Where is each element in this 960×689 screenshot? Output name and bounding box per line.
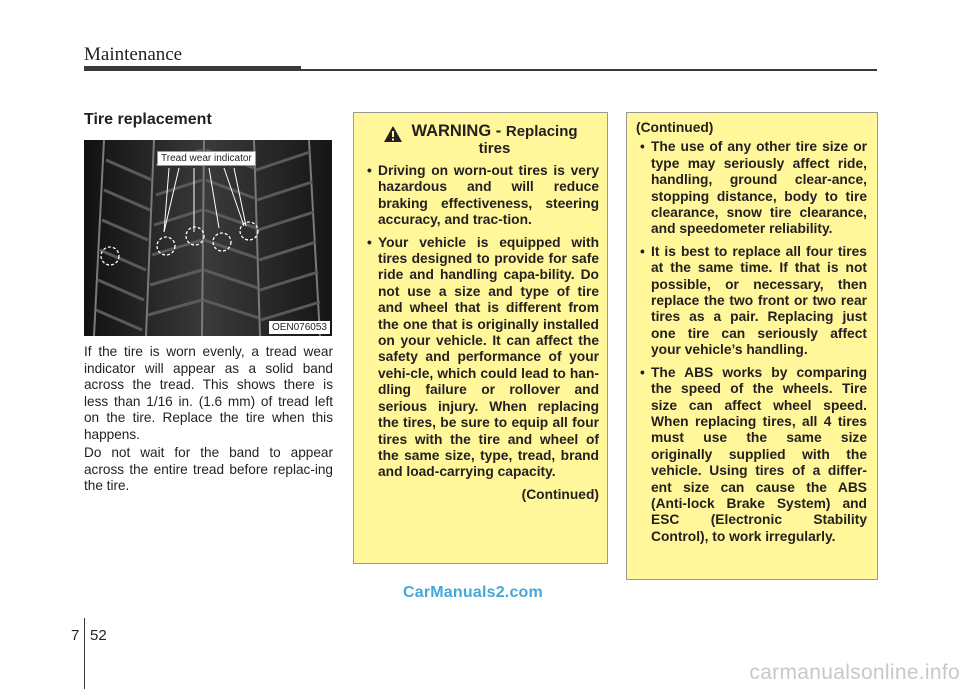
warning-item: • Driving on worn-out tires is very hazardous and will reduce braking effectiveness, steering accuracy, and trac-tion. <box>367 163 599 229</box>
warning-header <box>354 123 607 157</box>
body-paragraph-1: If the tire is worn evenly, a tread wear indicator will appear as a solid band across the tread. This shows there is less than 1/16 in. (1.6 mm) of tread left on the tire. Replace the tire when this happens. <box>84 344 333 442</box>
warning-item: • The ABS works by comparing the speed of the wheels. Tire size can affect wheel speed. When replacing tires, all 4 tires must use the same size originally supplied with the vehicle. Using tires of a differ-ent size can cause the ABS (Anti-lock Brake System) and ESC (Electronic Stability Control), to work irregularly. <box>640 365 867 545</box>
footer-chapter-number: 7 <box>71 627 80 644</box>
warning-title-label: WARNING - <box>411 122 502 140</box>
warning-item: • Your vehicle is equipped with tires designed to provide for safe ride and handling capa-bility. Do not use a size and type of tire and wheel that is different from the one that is originally installed on your vehicle. It can affect the safety and performance of your vehi-cle, which could lead to han-dling failure or rollover and serious injury. When replacing the tires, be sure to equip all four tires with the tire and wheel of the same size, type, tread, brand and load-carrying capacity. <box>367 235 599 481</box>
section-title: Tire replacement <box>84 111 212 128</box>
footer-site-watermark: carmanualsonline.info <box>749 661 960 684</box>
footer-divider <box>84 618 85 689</box>
warning-item: • The use of any other tire size or type may seriously affect ride, handling, ground clear-ance, stopping distance, body to tire clearance, snow tire clearance, and speedometer reliability. <box>640 139 867 237</box>
warning-continued-list <box>627 139 877 545</box>
warning-title <box>411 123 577 157</box>
continued-label: (Continued) <box>521 486 599 502</box>
tread-wear-indicator-label: Tread wear indicator <box>157 151 256 166</box>
warning-continued-box <box>626 112 878 580</box>
warning-subtitle-line2: tires <box>478 140 511 157</box>
header-title: Maintenance <box>84 44 183 65</box>
header-rule-thin <box>301 69 877 71</box>
figure-code: OEN076053 <box>269 321 330 334</box>
warning-list <box>354 163 607 481</box>
warning-subtitle-line1: Replacing <box>505 123 578 140</box>
header-rule-thick <box>84 66 301 71</box>
tire-tread-illustration <box>84 140 332 336</box>
warning-item: • It is best to replace all four tires at the same time. If that is not possible, or necessary, then replace the two front or two rear tires as a pair. Replacing just one tire can seriously affect your vehicle’s handling. <box>640 244 867 359</box>
tire-tread-photo <box>84 140 332 336</box>
warning-box <box>353 112 608 564</box>
watermark-link[interactable]: CarManuals2.com <box>403 584 543 601</box>
warning-triangle-icon <box>383 125 403 143</box>
continued-header: (Continued) <box>636 120 714 135</box>
body-paragraph-2: Do not wait for the band to appear across the entire tread before replac-ing the tire. <box>84 445 333 493</box>
footer-page-number: 52 <box>90 627 107 644</box>
